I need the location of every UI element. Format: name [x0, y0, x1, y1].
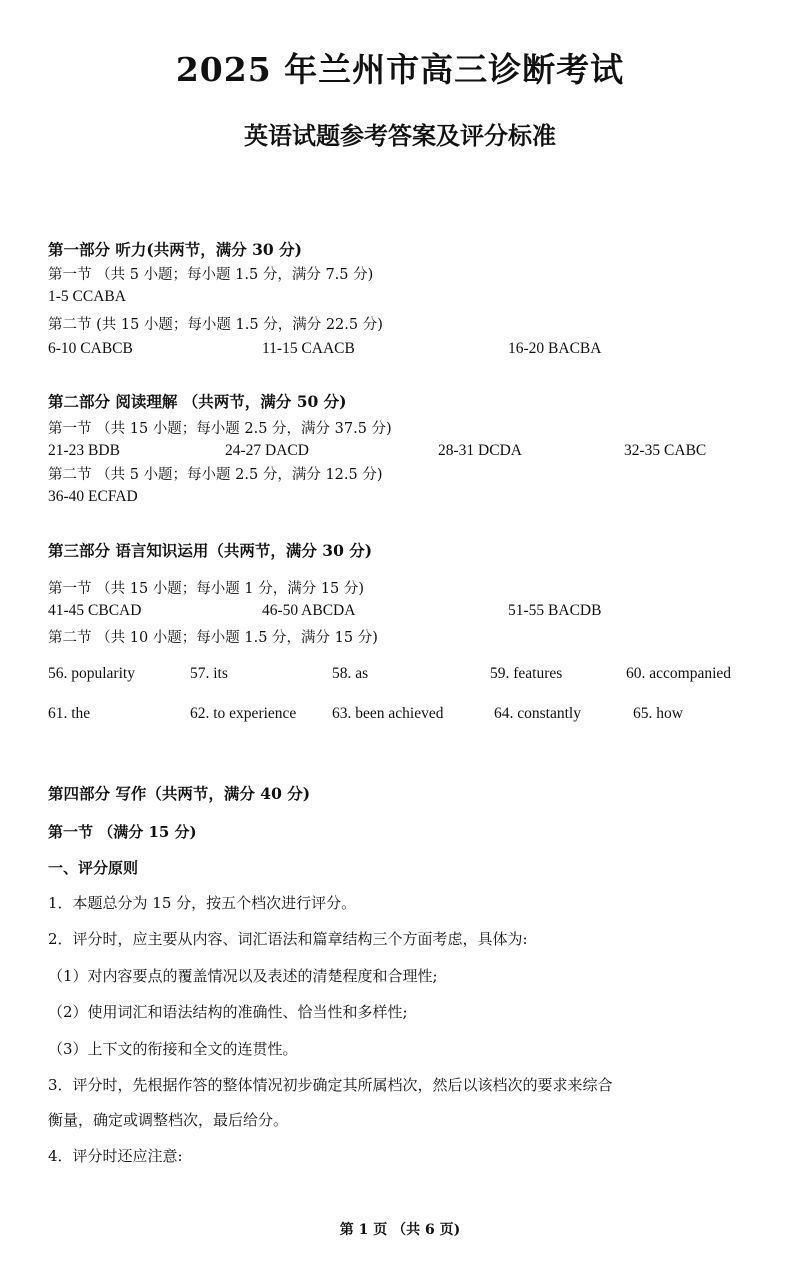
- part2-sec2-heading: 第二节 （共 5 小题；每小题 2.5 分，满分 12.5 分): [48, 467, 383, 483]
- answer-item: 58. as: [332, 665, 369, 682]
- part4-heading: 第四部分 写作（共两节，满分 40 分): [48, 784, 311, 803]
- answer-item: 59. features: [490, 665, 563, 682]
- answer-group: 28-31 DCDA: [438, 442, 522, 459]
- principle-item: 3．评分时，先根据作答的整体情况初步确定其所属档次，然后以该档次的要求来综合: [48, 1076, 613, 1094]
- answer-item: 65. how: [633, 705, 683, 722]
- answer-item: 63. been achieved: [332, 705, 444, 722]
- answer-group: 11-15 CAACB: [262, 340, 355, 357]
- part3-sec1-heading: 第一节 （共 15 小题；每小题 1 分，满分 15 分): [48, 581, 365, 597]
- answer-group: 6-10 CABCB: [48, 340, 133, 357]
- answer-item: 60. accompanied: [626, 665, 732, 682]
- answer-group: 24-27 DACD: [225, 442, 309, 459]
- principle-subitem: （3）上下文的衔接和全文的连贯性。: [48, 1040, 298, 1058]
- principle-item: 4．评分时还应注意:: [48, 1147, 183, 1165]
- answer-group: 41-45 CBCAD: [48, 602, 142, 619]
- part2-heading: 第二部分 阅读理解 （共两节，满分 50 分): [48, 392, 347, 411]
- answer-item: 56. popularity: [48, 665, 135, 682]
- answer-item: 62. to experience: [190, 705, 297, 722]
- part3-sec2-heading: 第二节 （共 10 小题；每小题 1.5 分，满分 15 分): [48, 630, 378, 646]
- answer-group: 36-40 ECFAD: [48, 488, 138, 505]
- page-subtitle: 英语试题参考答案及评分标准: [244, 121, 556, 150]
- principle-subitem: （1）对内容要点的覆盖情况以及表述的清楚程度和合理性;: [48, 967, 438, 985]
- principles-heading: 一、评分原则: [48, 859, 139, 877]
- part3-heading: 第三部分 语言知识运用（共两节，满分 30 分): [48, 541, 373, 560]
- part1-heading: 第一部分 听力(共两节，满分 30 分): [48, 240, 302, 259]
- principle-item: 2．评分时，应主要从内容、词汇语法和篇章结构三个方面考虑，具体为:: [48, 930, 528, 948]
- answer-item: 61. the: [48, 705, 91, 722]
- answer-group: 1-5 CCABA: [48, 288, 126, 305]
- principle-subitem: （2）使用词汇和语法结构的准确性、恰当性和多样性;: [48, 1003, 408, 1021]
- answer-group: 32-35 CABC: [624, 442, 707, 459]
- page-title: 2025 年兰州市高三诊断考试: [175, 50, 625, 89]
- answer-group: 21-23 BDB: [48, 442, 120, 459]
- part1-sec2-heading: 第二节 (共 15 小题；每小题 1.5 分，满分 22.5 分): [48, 317, 383, 333]
- principle-item-continuation: 衡量，确定或调整档次，最后给分。: [48, 1111, 289, 1129]
- part4-sec1-heading: 第一节 （满分 15 分): [48, 823, 197, 841]
- principle-item: 1．本题总分为 15 分，按五个档次进行评分。: [48, 894, 357, 912]
- answer-item: 57. its: [190, 665, 228, 682]
- answer-item: 64. constantly: [494, 705, 581, 722]
- answer-group: 16-20 BACBA: [508, 340, 602, 357]
- part2-sec1-heading: 第一节 （共 15 小题；每小题 2.5 分，满分 37.5 分): [48, 421, 392, 437]
- answer-group: 46-50 ABCDA: [262, 602, 356, 619]
- page-number: 第 1 页 （共 6 页): [339, 1222, 461, 1238]
- part1-sec1-heading: 第一节 （共 5 小题；每小题 1.5 分，满分 7.5 分): [48, 267, 374, 283]
- answer-group: 51-55 BACDB: [508, 602, 602, 619]
